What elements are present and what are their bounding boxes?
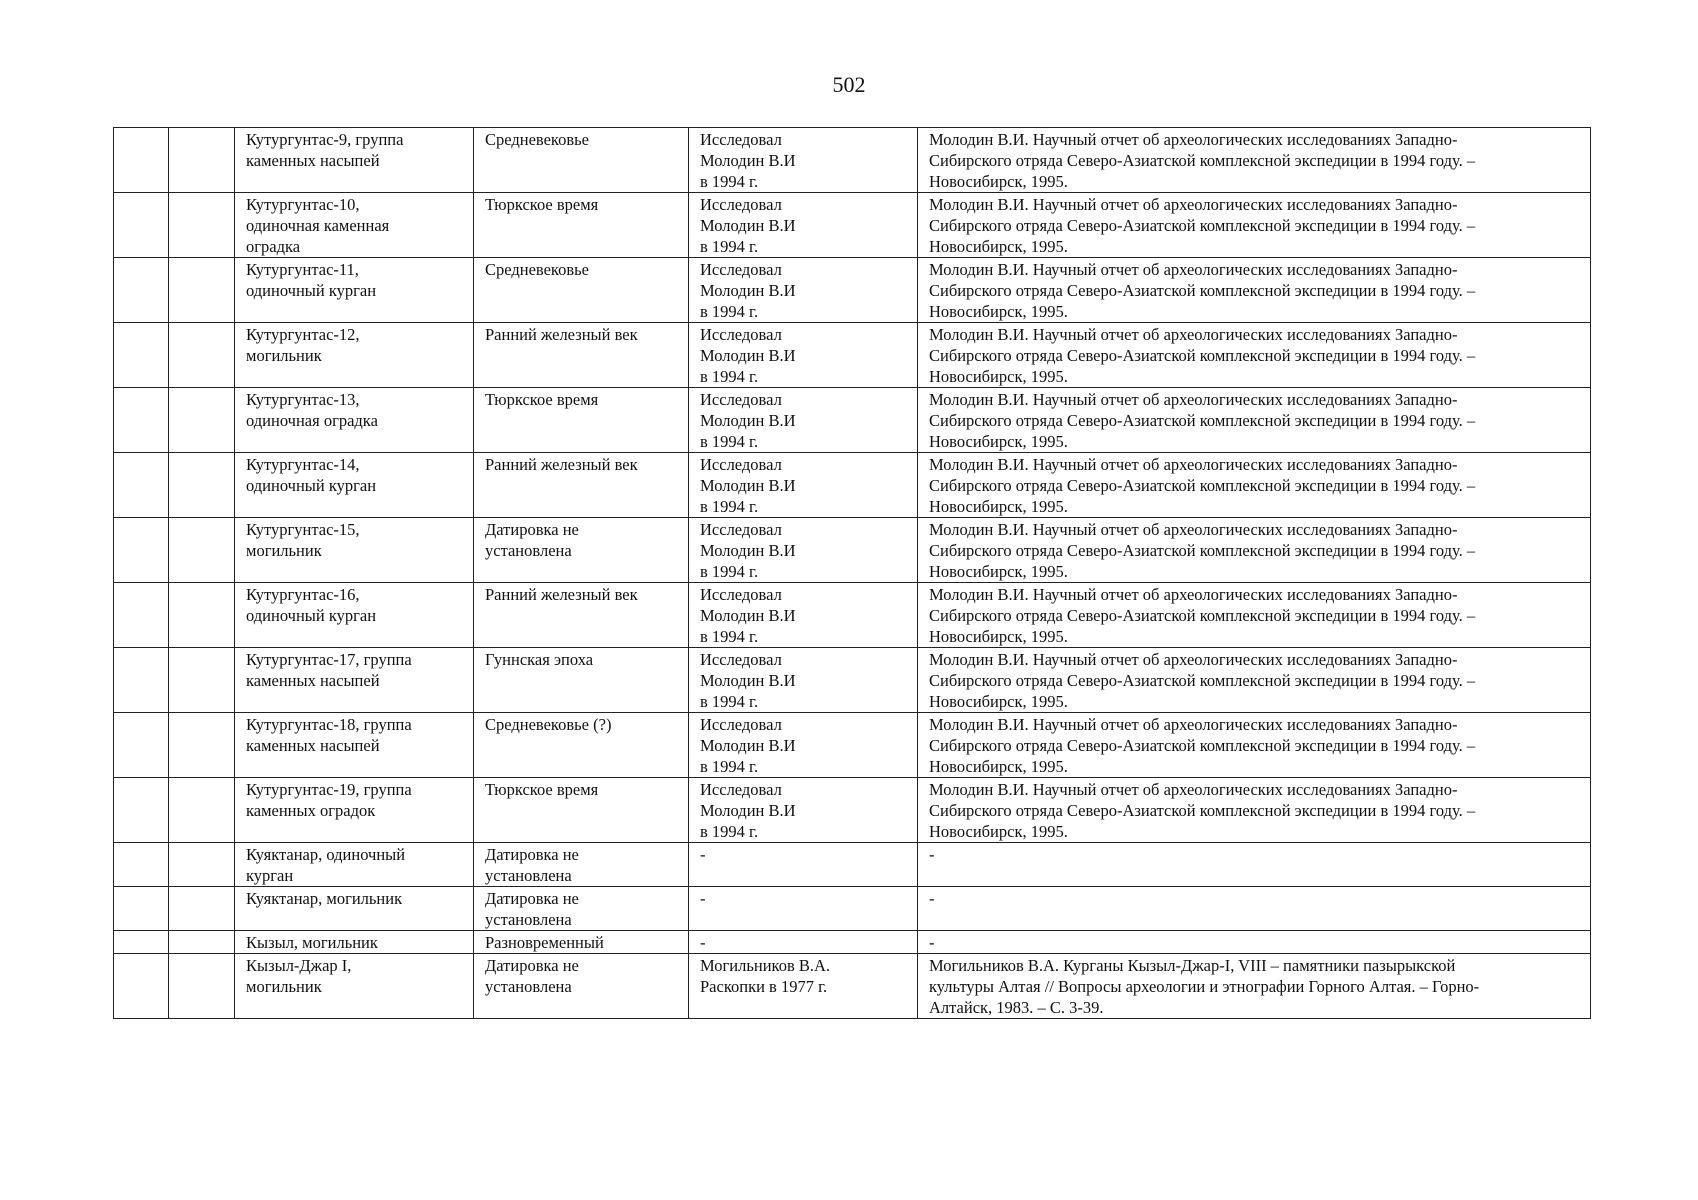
dating-cell [474,193,689,258]
research-line: в 1994 г. [700,757,759,776]
research-line: в 1994 г. [700,237,759,256]
monument-name-line: Кутургунтас-13, [246,390,360,409]
source-line: Новосибирск, 1995. [929,822,1068,841]
source-cell [918,258,1591,323]
monument-name-cell [235,648,474,713]
dating-cell [474,453,689,518]
source-line: - [929,889,935,908]
research-cell [689,931,918,954]
monument-name-line: могильник [246,977,322,996]
monument-name-line: каменных насыпей [246,671,380,690]
source-line: Молодин В.И. Научный отчет об археологических исследованиях Западно- [929,130,1458,149]
dating-line: Датировка не [485,520,579,539]
dating-line: Ранний железный век [485,455,638,474]
source-line: Новосибирск, 1995. [929,237,1068,256]
source-line: Новосибирск, 1995. [929,432,1068,451]
number-cell [114,583,169,648]
code-cell [169,193,235,258]
number-cell [114,843,169,887]
dating-line: Тюркское время [485,195,599,214]
source-line: Новосибирск, 1995. [929,757,1068,776]
research-cell [689,258,918,323]
monument-name-cell [235,713,474,778]
research-cell [689,713,918,778]
research-line: - [700,889,706,908]
source-cell [918,648,1591,713]
research-line: в 1994 г. [700,627,759,646]
monument-name-line: одиночная оградка [246,411,378,430]
number-cell [114,388,169,453]
code-cell [169,843,235,887]
dating-line: Датировка не [485,956,579,975]
table-row [114,128,1591,193]
code-cell [169,323,235,388]
monument-name-cell [235,583,474,648]
source-line: Молодин В.И. Научный отчет об археологических исследованиях Западно- [929,520,1458,539]
research-line: - [700,845,706,864]
code-cell [169,648,235,713]
research-cell [689,954,918,1019]
dating-line: Датировка не [485,845,579,864]
source-line: Новосибирск, 1995. [929,172,1068,191]
source-line: Сибирского отряда Северо-Азиатской комплексной экспедиции в 1994 году. – [929,346,1476,365]
code-cell [169,518,235,583]
monument-name-cell [235,453,474,518]
monument-name-line: Куяктанар, одиночный [246,845,406,864]
dating-line: Датировка не [485,889,579,908]
table-row [114,193,1591,258]
research-cell [689,583,918,648]
number-cell [114,713,169,778]
monument-name-line: одиночный курган [246,476,377,495]
source-cell [918,193,1591,258]
research-line: Молодин В.И [700,411,796,430]
research-line: в 1994 г. [700,367,759,386]
monument-name-cell [235,931,474,954]
research-line: Молодин В.И [700,801,796,820]
dating-cell [474,648,689,713]
research-line: Исследовал [700,780,782,799]
monument-name-cell [235,518,474,583]
research-line: в 1994 г. [700,302,759,321]
research-line: в 1994 г. [700,497,759,516]
dating-cell [474,887,689,931]
monument-name-line: Кутургунтас-15, [246,520,360,539]
research-line: Исследовал [700,455,782,474]
monument-name-line: каменных насыпей [246,151,380,170]
source-cell [918,323,1591,388]
source-line: Сибирского отряда Северо-Азиатской комплексной экспедиции в 1994 году. – [929,476,1476,495]
source-line: Новосибирск, 1995. [929,562,1068,581]
monument-name-line: курган [246,866,294,885]
table-row [114,518,1591,583]
number-cell [114,193,169,258]
dating-cell [474,843,689,887]
number-cell [114,648,169,713]
monument-name-line: оградка [246,237,301,256]
research-line: в 1994 г. [700,172,759,191]
research-cell [689,778,918,843]
dating-cell [474,583,689,648]
number-cell [114,931,169,954]
research-cell [689,648,918,713]
table-row [114,323,1591,388]
source-line: Сибирского отряда Северо-Азиатской комплексной экспедиции в 1994 году. – [929,281,1476,300]
source-cell [918,583,1591,648]
research-line: Исследовал [700,650,782,669]
table-row [114,258,1591,323]
source-line: Новосибирск, 1995. [929,627,1068,646]
research-line: Могильников В.А. [700,956,831,975]
dating-line: Средневековье (?) [485,715,612,734]
monument-name-line: одиночная каменная [246,216,390,235]
monument-name-line: Кутургунтас-11, [246,260,359,279]
source-cell [918,128,1591,193]
research-line: Исследовал [700,390,782,409]
research-line: Исследовал [700,130,782,149]
source-line: Сибирского отряда Северо-Азиатской комплексной экспедиции в 1994 году. – [929,606,1476,625]
research-line: - [700,933,706,952]
research-line: в 1994 г. [700,432,759,451]
number-cell [114,954,169,1019]
monument-name-line: Кутургунтас-19, группа [246,780,412,799]
monument-name-cell [235,843,474,887]
source-line: Молодин В.И. Научный отчет об археологических исследованиях Западно- [929,195,1458,214]
table-row [114,648,1591,713]
monument-name-line: Кутургунтас-12, [246,325,360,344]
dating-line: Ранний железный век [485,585,638,604]
research-cell [689,128,918,193]
research-cell [689,323,918,388]
dating-line: Средневековье [485,130,589,149]
dating-cell [474,323,689,388]
code-cell [169,954,235,1019]
research-line: Исследовал [700,325,782,344]
dating-line: Разновременный [485,933,604,952]
monument-name-line: каменных оградок [246,801,376,820]
research-line: Молодин В.И [700,736,796,755]
table-row [114,887,1591,931]
source-line: культуры Алтая // Вопросы археологии и этнографии Горного Алтая. – Горно- [929,977,1480,996]
monument-name-cell [235,388,474,453]
dating-line: установлена [485,977,572,996]
monument-name-cell [235,954,474,1019]
code-cell [169,778,235,843]
page-number: 502 [832,72,866,97]
monument-name-line: могильник [246,541,322,560]
monument-name-line: могильник [246,346,322,365]
dating-cell [474,713,689,778]
monument-name-line: Кутургунтас-17, группа [246,650,412,669]
table-row [114,954,1591,1019]
number-cell [114,323,169,388]
dating-line: установлена [485,866,572,885]
dating-line: Средневековье [485,260,589,279]
source-line: Сибирского отряда Северо-Азиатской комплексной экспедиции в 1994 году. – [929,541,1476,560]
source-line: - [929,845,935,864]
number-cell [114,778,169,843]
research-cell [689,887,918,931]
source-cell [918,453,1591,518]
monument-name-cell [235,778,474,843]
research-line: Исследовал [700,585,782,604]
code-cell [169,128,235,193]
source-line: Молодин В.И. Научный отчет об археологических исследованиях Западно- [929,455,1458,474]
code-cell [169,258,235,323]
monument-name-line: Кызыл, могильник [246,933,378,952]
source-line: Молодин В.И. Научный отчет об археологических исследованиях Западно- [929,650,1458,669]
research-line: Молодин В.И [700,606,796,625]
source-line: Новосибирск, 1995. [929,367,1068,386]
code-cell [169,887,235,931]
source-line: - [929,933,935,952]
number-cell [114,453,169,518]
dating-cell [474,518,689,583]
research-line: Молодин В.И [700,671,796,690]
source-line: Сибирского отряда Северо-Азиатской комплексной экспедиции в 1994 году. – [929,151,1476,170]
research-cell [689,453,918,518]
source-line: Сибирского отряда Северо-Азиатской комплексной экспедиции в 1994 году. – [929,411,1476,430]
monument-name-line: каменных насыпей [246,736,380,755]
dating-cell [474,954,689,1019]
monument-name-cell [235,128,474,193]
dating-line: установлена [485,910,572,929]
number-cell [114,887,169,931]
research-line: Молодин В.И [700,216,796,235]
code-cell [169,583,235,648]
research-cell [689,518,918,583]
table-row [114,778,1591,843]
source-line: Сибирского отряда Северо-Азиатской комплексной экспедиции в 1994 году. – [929,801,1476,820]
source-cell [918,388,1591,453]
research-cell [689,388,918,453]
dating-line: Ранний железный век [485,325,638,344]
monument-name-line: Кызыл-Джар I, [246,956,352,975]
monument-name-line: Кутургунтас-9, группа [246,130,404,149]
research-cell [689,843,918,887]
monument-name-line: Кутургунтас-14, [246,455,360,474]
research-line: Молодин В.И [700,281,796,300]
source-line: Сибирского отряда Северо-Азиатской комплексной экспедиции в 1994 году. – [929,736,1476,755]
code-cell [169,453,235,518]
research-line: Молодин В.И [700,151,796,170]
monument-name-cell [235,193,474,258]
source-cell [918,843,1591,887]
source-cell [918,518,1591,583]
research-line: Молодин В.И [700,541,796,560]
code-cell [169,388,235,453]
dating-line: установлена [485,541,572,560]
research-line: Раскопки в 1977 г. [700,977,828,996]
number-cell [114,518,169,583]
table-row [114,843,1591,887]
code-cell [169,713,235,778]
table-row [114,453,1591,518]
research-line: Молодин В.И [700,476,796,495]
dating-cell [474,128,689,193]
monument-name-line: Куяктанар, могильник [246,889,403,908]
research-line: Исследовал [700,195,782,214]
source-line: Молодин В.И. Научный отчет об археологических исследованиях Западно- [929,390,1458,409]
research-cell [689,193,918,258]
research-line: в 1994 г. [700,562,759,581]
monument-name-cell [235,323,474,388]
research-line: Исследовал [700,715,782,734]
monument-name-line: Кутургунтас-10, [246,195,360,214]
dating-line: Тюркское время [485,780,599,799]
table-row [114,931,1591,954]
table-row [114,388,1591,453]
table-body [114,128,1591,1019]
source-line: Новосибирск, 1995. [929,302,1068,321]
monuments-table [113,127,1591,1019]
number-cell [114,258,169,323]
source-cell [918,887,1591,931]
monument-name-line: Кутургунтас-16, [246,585,360,604]
number-cell [114,128,169,193]
research-line: в 1994 г. [700,692,759,711]
source-line: Молодин В.И. Научный отчет об археологических исследованиях Западно- [929,325,1458,344]
source-line: Молодин В.И. Научный отчет об археологических исследованиях Западно- [929,715,1458,734]
table-row [114,713,1591,778]
dating-cell [474,778,689,843]
research-line: Исследовал [700,260,782,279]
research-line: в 1994 г. [700,822,759,841]
source-line: Молодин В.И. Научный отчет об археологических исследованиях Западно- [929,585,1458,604]
source-line: Сибирского отряда Северо-Азиатской комплексной экспедиции в 1994 году. – [929,216,1476,235]
dating-line: Гуннская эпоха [485,650,594,669]
table-row [114,583,1591,648]
source-line: Могильников В.А. Курганы Кызыл-Джар-I, VIII – памятники пазырыкской [929,956,1456,975]
code-cell [169,931,235,954]
research-line: Молодин В.И [700,346,796,365]
source-cell [918,713,1591,778]
source-cell [918,954,1591,1019]
source-line: Молодин В.И. Научный отчет об археологических исследованиях Западно- [929,780,1458,799]
research-line: Исследовал [700,520,782,539]
source-line: Сибирского отряда Северо-Азиатской комплексной экспедиции в 1994 году. – [929,671,1476,690]
monument-name-line: Кутургунтас-18, группа [246,715,412,734]
source-line: Молодин В.И. Научный отчет об археологических исследованиях Западно- [929,260,1458,279]
dating-cell [474,388,689,453]
source-line: Новосибирск, 1995. [929,692,1068,711]
monument-name-cell [235,887,474,931]
monument-name-line: одиночный курган [246,606,377,625]
monument-name-cell [235,258,474,323]
source-line: Новосибирск, 1995. [929,497,1068,516]
dating-cell [474,931,689,954]
source-cell [918,778,1591,843]
dating-cell [474,258,689,323]
source-line: Алтайск, 1983. – С. 3-39. [929,998,1104,1017]
monument-name-line: одиночный курган [246,281,377,300]
source-cell [918,931,1591,954]
dating-line: Тюркское время [485,390,599,409]
